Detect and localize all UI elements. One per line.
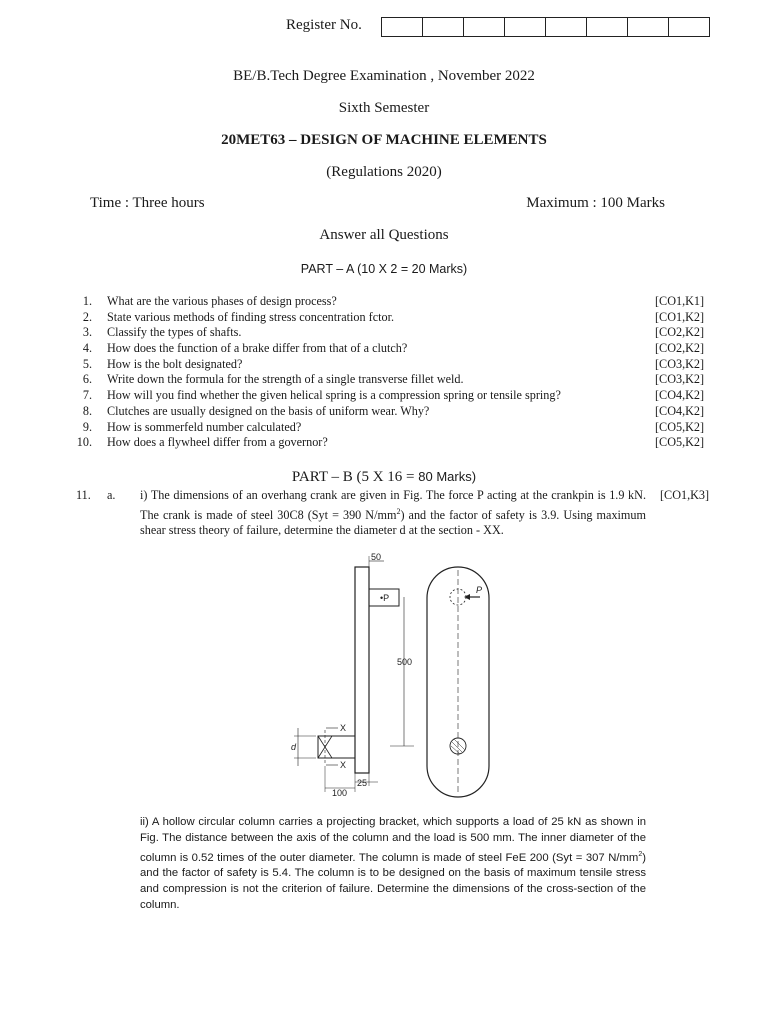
question-number: 10. [76, 435, 92, 450]
question-text: State various methods of finding stress concentration fctor. [107, 309, 395, 324]
top-dimension-label: 50 [371, 552, 382, 562]
course-outcome-tag: [CO5,K2] [655, 419, 705, 434]
shaft-hatch-c [451, 746, 460, 754]
question-text: How does the function of a brake differ from that of a clutch? [107, 341, 408, 356]
question-11-part-ii-text [140, 815, 646, 914]
register-number-box[interactable] [627, 17, 669, 37]
overhang-dimension-label: 100 [332, 788, 348, 798]
course-outcome-tag: [CO2,K2] [655, 341, 705, 356]
question-row [0, 435, 768, 451]
crankpin-force-label: •P [380, 593, 390, 603]
question-row [0, 388, 768, 404]
register-number-box[interactable] [586, 17, 628, 37]
register-number-boxes[interactable] [382, 17, 710, 37]
register-number-box[interactable] [381, 17, 423, 37]
question-number: 5. [82, 356, 92, 371]
question-number: 3. [82, 325, 92, 340]
web-dimension-label: 25 [357, 778, 368, 788]
course-outcome-tag: [CO1,K1] [655, 294, 705, 308]
register-number-box[interactable] [463, 17, 505, 37]
register-number-label: Register No. [286, 17, 362, 33]
question-number: 1. [82, 294, 92, 308]
register-number-box[interactable] [668, 17, 710, 37]
part-a-question-list [0, 294, 768, 451]
question-number: 4. [82, 341, 92, 356]
question-text: Write down the formula for the strength of a single transverse fillet weld. [107, 372, 464, 387]
force-arrowhead [464, 594, 470, 600]
part-b-heading [0, 469, 768, 486]
superscript: 2 [396, 506, 401, 516]
section-label-top: X [340, 723, 347, 733]
instruction: Answer all Questions [319, 227, 449, 243]
question-text: How is the bolt designated? [107, 356, 243, 371]
course-title: 20MET63 – DESIGN OF MACHINE ELEMENTS [221, 132, 547, 148]
question-number: 6. [82, 372, 92, 387]
question-row [0, 420, 768, 436]
question-row [0, 341, 768, 357]
semester: Sixth Semester [338, 100, 430, 116]
question-11-part-i-text-a: i) The dimensions of an overhang crank are given in Fig. The force P acting at the crankpin is 1.9 kN. The crank is made of steel 30C8 (Syt = 390 N/mm [140, 488, 646, 522]
section-label-bottom: X [340, 760, 347, 770]
register-number-box[interactable] [422, 17, 464, 37]
question-row [0, 357, 768, 373]
exam-duration: Time : Three hours [90, 195, 205, 211]
superscript: 2 [638, 850, 643, 858]
question-row [0, 294, 768, 310]
question-text: How is sommerfeld number calculated? [107, 419, 302, 434]
question-text: Classify the types of shafts. [107, 325, 242, 340]
course-outcome-tag: [CO4,K2] [655, 403, 705, 418]
question-row [0, 310, 768, 326]
question-text: Clutches are usually designed on the basis of uniform wear. Why? [107, 403, 430, 418]
question-11-subpart: a. [107, 488, 116, 502]
question-row [0, 372, 768, 388]
maximum-marks: Maximum : 100 Marks [526, 195, 665, 211]
question-number: 9. [82, 419, 92, 434]
course-outcome-tag: [CO1,K2] [655, 309, 705, 324]
question-text: How does a flywheel differ from a governor? [107, 435, 328, 450]
exam-title: BE/B.Tech Degree Examination , November 2022 [233, 68, 535, 84]
question-number: 2. [82, 309, 92, 324]
part-a-heading: PART – A (10 X 2 = 20 Marks) [300, 262, 468, 276]
height-dimension-label: 500 [397, 657, 413, 667]
course-outcome-tag: [CO5,K2] [655, 435, 705, 450]
part-b-heading-main: PART – B (5 X 16 = [291, 469, 419, 485]
register-number-box[interactable] [545, 17, 587, 37]
overhang-crank-figure [280, 550, 510, 798]
question-11-part-i-text-b: ) and the factor of safety is 3.9. Using maximum shear stress theory of failure, determine the diameter d at the section - XX. [140, 507, 646, 538]
part-b-heading-marks: 80 Marks) [418, 469, 477, 484]
course-outcome-tag: [CO3,K2] [655, 372, 705, 387]
question-text: How will you find whether the given helical spring is a compression spring or tensile spring? [107, 388, 561, 403]
course-outcome-tag: [CO2,K2] [655, 325, 705, 340]
register-number-box[interactable] [504, 17, 546, 37]
question-11-co-tag: [CO1,K3] [660, 488, 710, 502]
force-label: P [476, 585, 483, 595]
shaft-stub [318, 736, 355, 758]
question-row [0, 325, 768, 341]
question-11-part-ii-text-b: ) and the factor of safety is 5.4. The column is to be designed on the basis of maximum tensile stress and compression is not the criterion of failure. Determine the dimensions of the cross-section of the column. [140, 851, 646, 912]
question-text: What are the various phases of design process? [107, 294, 337, 308]
question-11-number: 11. [76, 488, 91, 502]
question-11-part-i-text [140, 488, 646, 539]
question-number: 7. [82, 388, 92, 403]
regulations: (Regulations 2020) [326, 164, 442, 180]
crank-arm [355, 567, 369, 773]
course-outcome-tag: [CO3,K2] [655, 356, 705, 371]
course-outcome-tag: [CO4,K2] [655, 388, 705, 403]
question-number: 8. [82, 403, 92, 418]
shaft-hatch-a [452, 742, 462, 752]
question-11-part-ii-text-a: ii) A hollow circular column carries a projecting bracket, which supports a load of 25 kN as shown in Fig. The distance between the axis of the column and the load is 500 mm. The inner diameter of the column is 0.52 times of the outer diameter. The column is made of steel FeE 200 (Syt = 307 N/mm [140, 816, 646, 864]
question-row [0, 404, 768, 420]
diameter-label: d [291, 742, 297, 752]
